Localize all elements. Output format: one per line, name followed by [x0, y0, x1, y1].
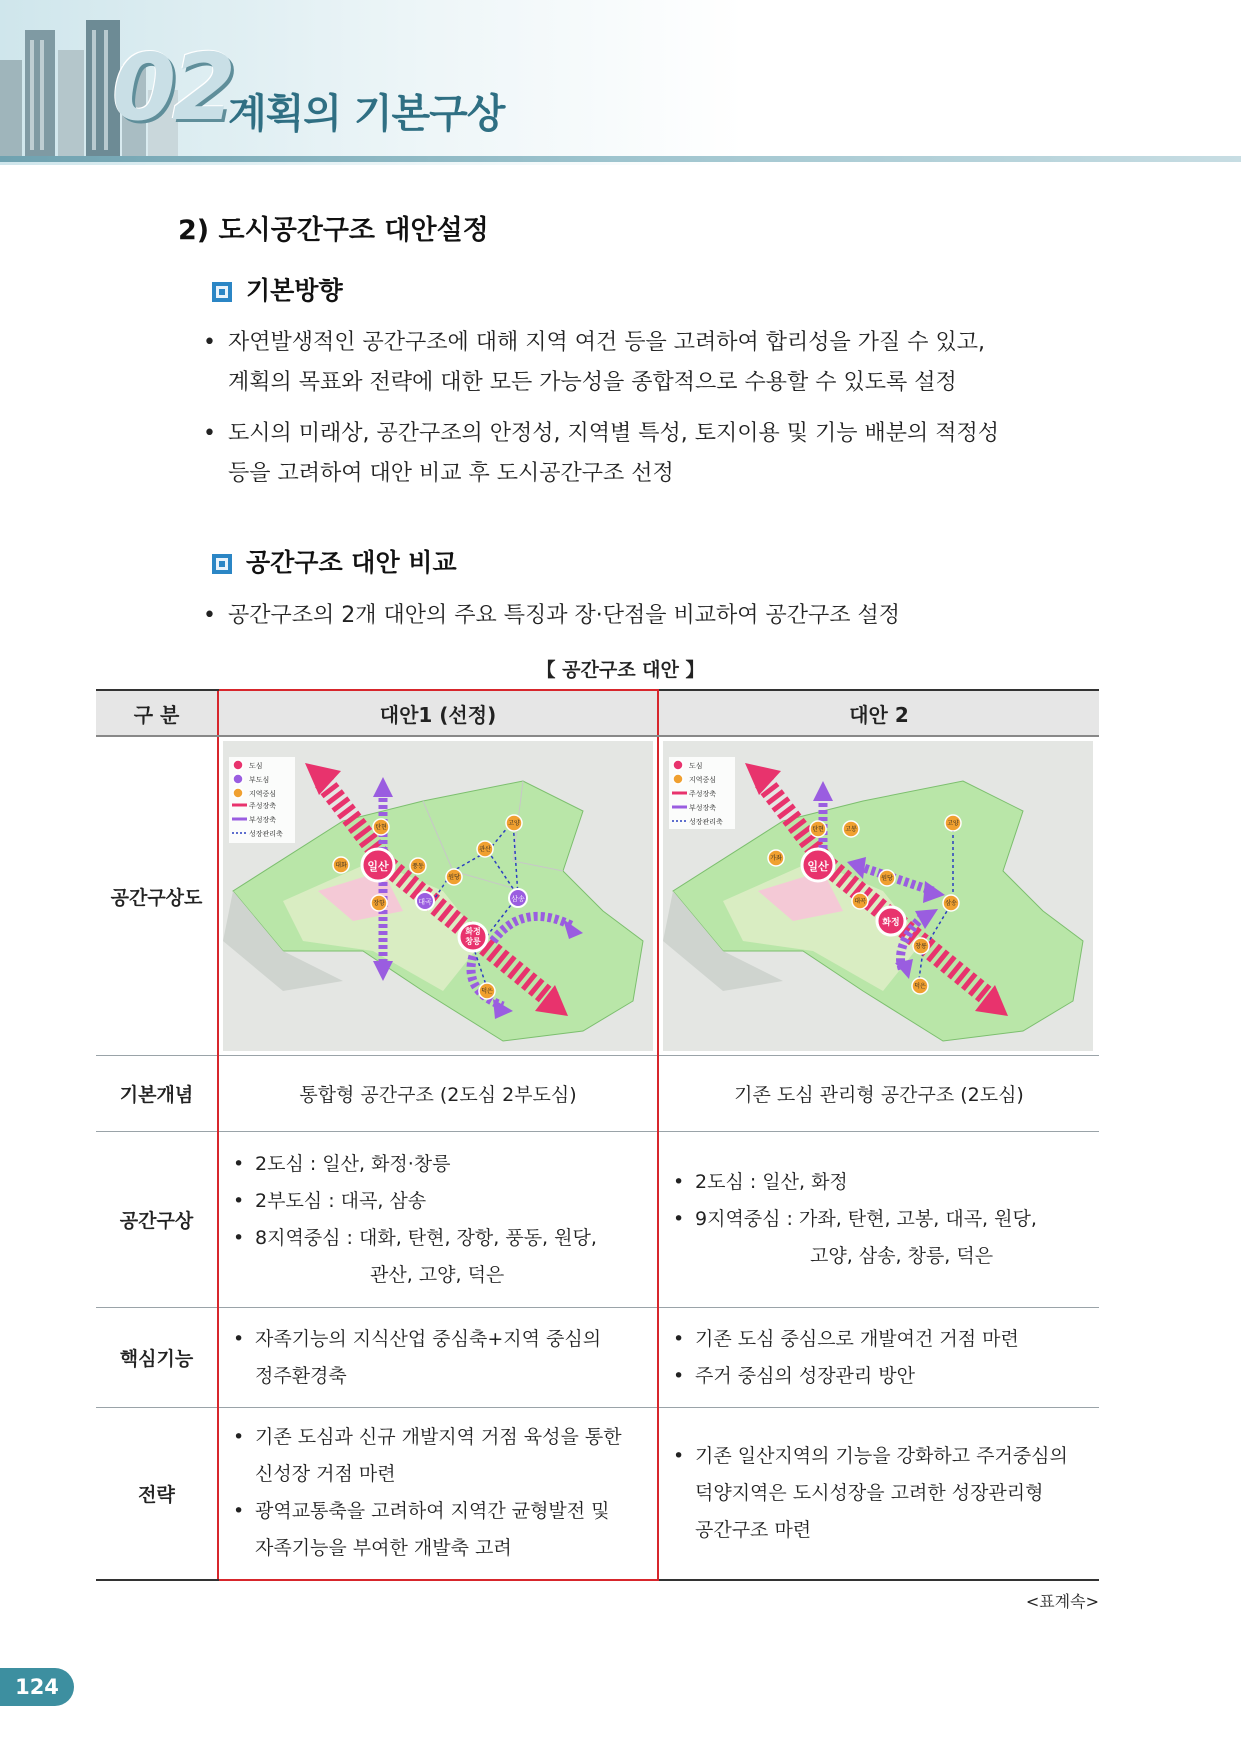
section-title: 2) 도시공간구조 대안설정: [178, 215, 489, 246]
page-number: 124: [0, 1668, 74, 1706]
svg-text:관산: 관산: [479, 846, 491, 853]
map-cell-alt1: [218, 736, 658, 1056]
list-item: • 주거 중심의 성장관리 방안: [673, 1358, 1091, 1395]
svg-text:풍동: 풍동: [412, 863, 424, 870]
svg-text:삼송: 삼송: [511, 895, 525, 903]
table-row-map: [96, 736, 1099, 1056]
cell-text: 기존 도심 관리형 공간구조 (2도심): [658, 1056, 1099, 1132]
svg-text:도심: 도심: [689, 762, 703, 770]
list-item-line: 신성장 거점 마련: [255, 1463, 396, 1486]
list-item-line: • 기존 일산지역의 기능을 강화하고 주거중심의: [695, 1444, 1068, 1467]
cell-list: [658, 1308, 1099, 1408]
list-item: [673, 1438, 1091, 1549]
svg-text:덕은: 덕은: [914, 983, 926, 990]
list-item: • 기존 도심 중심으로 개발여건 거점 마련: [673, 1321, 1091, 1358]
svg-text:덕은: 덕은: [481, 988, 493, 995]
header-cell-alt2: 대안 2: [658, 690, 1099, 736]
svg-text:화정: 화정: [882, 918, 900, 928]
list-item-line: • 자족기능의 지식산업 중심축+지역 중심의: [255, 1327, 602, 1350]
list-item: [233, 1321, 649, 1395]
svg-text:고양: 고양: [508, 820, 520, 827]
list-item: • 2도심 : 일산, 화정: [673, 1164, 1091, 1201]
list-item-line: • 9지역중심 : 가좌, 탄현, 고봉, 대곡, 원당,: [695, 1208, 1037, 1230]
list-item-line: 정주환경축: [255, 1364, 347, 1387]
svg-text:일산: 일산: [367, 860, 389, 873]
svg-text:대곡: 대곡: [418, 898, 432, 906]
cell-text: 통합형 공간구조 (2도심 2부도심): [218, 1056, 658, 1132]
chapter-header: [0, 0, 1241, 165]
svg-text:장항: 장항: [373, 900, 385, 907]
list-item-line: 공간구조 마련: [695, 1518, 812, 1541]
bullet-dot: •: [203, 330, 216, 355]
header-divider: [0, 156, 1241, 162]
bullet-dot: •: [203, 421, 216, 446]
list-item-line: 고양, 삼송, 창릉, 덕은: [810, 1245, 994, 1267]
list-item: [233, 1493, 649, 1567]
svg-text:화정: 화정: [465, 927, 481, 936]
list-item-line: 자족기능을 부여한 개발축 고려: [255, 1537, 512, 1560]
svg-text:부도심: 부도심: [249, 776, 270, 784]
bullet-item: [203, 323, 1098, 403]
svg-text:일산: 일산: [807, 860, 829, 873]
table-row-concept: [96, 1056, 1099, 1132]
bullet-line: 도시의 미래상, 공간구조의 안정성, 지역별 특성, 토지이용 및 기능 배분의 적정성: [228, 421, 999, 446]
list-item: • 2도심 : 일산, 화정·창릉: [233, 1146, 649, 1183]
svg-text:탄현: 탄현: [375, 824, 387, 831]
svg-text:부성장축: 부성장축: [689, 804, 717, 812]
svg-text:주성장축: 주성장축: [249, 802, 277, 810]
list-item-line: • 광역교통축을 고려하여 지역간 균형발전 및: [255, 1500, 610, 1523]
subsection-title-text: 공간구조 대안 비교: [246, 548, 457, 577]
square-bullet-icon: [212, 554, 232, 574]
list-item: [233, 1419, 649, 1493]
list-item: [233, 1220, 649, 1294]
spatial-plan-map-alt2: [663, 741, 1093, 1051]
list-item-line: 덕양지역은 도시성장을 고려한 성장관리형: [695, 1481, 1044, 1504]
svg-text:지역중심: 지역중심: [689, 776, 717, 784]
row-label: 핵심기능: [96, 1308, 218, 1408]
subsection-title-comparison: [212, 543, 457, 579]
svg-text:성장관리축: 성장관리축: [249, 830, 283, 838]
svg-text:성장관리축: 성장관리축: [689, 818, 723, 826]
row-label: 전략: [96, 1408, 218, 1580]
header-cell-alt1: 대안1 (선정): [218, 690, 658, 736]
svg-text:대화: 대화: [335, 862, 347, 869]
svg-text:원당: 원당: [448, 874, 460, 881]
svg-text:주성장축: 주성장축: [689, 790, 717, 798]
svg-text:대곡: 대곡: [854, 898, 866, 905]
svg-text:창릉: 창릉: [915, 943, 927, 950]
svg-text:고봉: 고봉: [845, 826, 857, 833]
svg-text:원당: 원당: [881, 875, 893, 882]
bullet-line: 공간구조의 2개 대안의 주요 특징과 장·단점을 비교하여 공간구조 설정: [228, 603, 900, 628]
svg-text:탄현: 탄현: [812, 826, 824, 833]
bullet-line: 계획의 목표와 전략에 대한 모든 가능성을 종합적으로 수용할 수 있도록 설정: [228, 370, 957, 395]
svg-text:가좌: 가좌: [770, 855, 782, 862]
svg-text:도심: 도심: [249, 762, 263, 770]
table-header-row: [96, 690, 1099, 736]
table-caption: 【 공간구조 대안 】: [536, 659, 705, 681]
row-label: 공간구상: [96, 1132, 218, 1308]
table-continued-note: <표계속>: [1025, 1592, 1099, 1611]
bullet-item: [203, 414, 1098, 494]
chapter-title: 계획의 기본구상: [228, 91, 505, 137]
bullet-line: 등을 고려하여 대안 비교 후 도시공간구조 선정: [228, 461, 674, 486]
cell-list: [658, 1408, 1099, 1580]
list-item-line: • 8지역중심 : 대화, 탄현, 장항, 풍동, 원당,: [255, 1226, 597, 1249]
svg-text:삼송: 삼송: [945, 900, 957, 907]
cell-list: [218, 1308, 658, 1408]
subsection-title-text: 기본방향: [246, 276, 343, 305]
spatial-plan-map-alt1: [223, 741, 653, 1051]
square-bullet-icon: [212, 282, 232, 302]
bullet-item: [203, 596, 1098, 636]
bullet-dot: •: [203, 603, 216, 628]
table-row-plan: [96, 1132, 1099, 1308]
svg-text:부성장축: 부성장축: [249, 816, 277, 824]
svg-text:고양: 고양: [947, 820, 959, 827]
map-cell-alt2: [658, 736, 1099, 1056]
table-row-strategy: [96, 1408, 1099, 1580]
row-label: 공간구상도: [96, 736, 218, 1056]
svg-text:지역중심: 지역중심: [249, 790, 277, 798]
cell-list: [218, 1132, 658, 1308]
cell-list: [218, 1408, 658, 1580]
svg-text:창릉: 창릉: [465, 937, 481, 946]
header-cell-category: 구 분: [96, 690, 218, 736]
subsection-title-direction: [212, 271, 343, 307]
list-item: [673, 1201, 1091, 1275]
list-item-line: • 기존 도심과 신규 개발지역 거점 육성을 통한: [255, 1426, 622, 1449]
comparison-table: [96, 689, 1099, 1581]
list-item-line: 관산, 고양, 덕은: [370, 1263, 505, 1286]
table-row-core: [96, 1308, 1099, 1408]
list-item: • 2부도심 : 대곡, 삼송: [233, 1183, 649, 1220]
row-label: 기본개념: [96, 1056, 218, 1132]
cell-list: [658, 1132, 1099, 1308]
bullet-line: 자연발생적인 공간구조에 대해 지역 여건 등을 고려하여 합리성을 가질 수 있고,: [228, 330, 985, 355]
chapter-number: 02: [112, 34, 233, 141]
